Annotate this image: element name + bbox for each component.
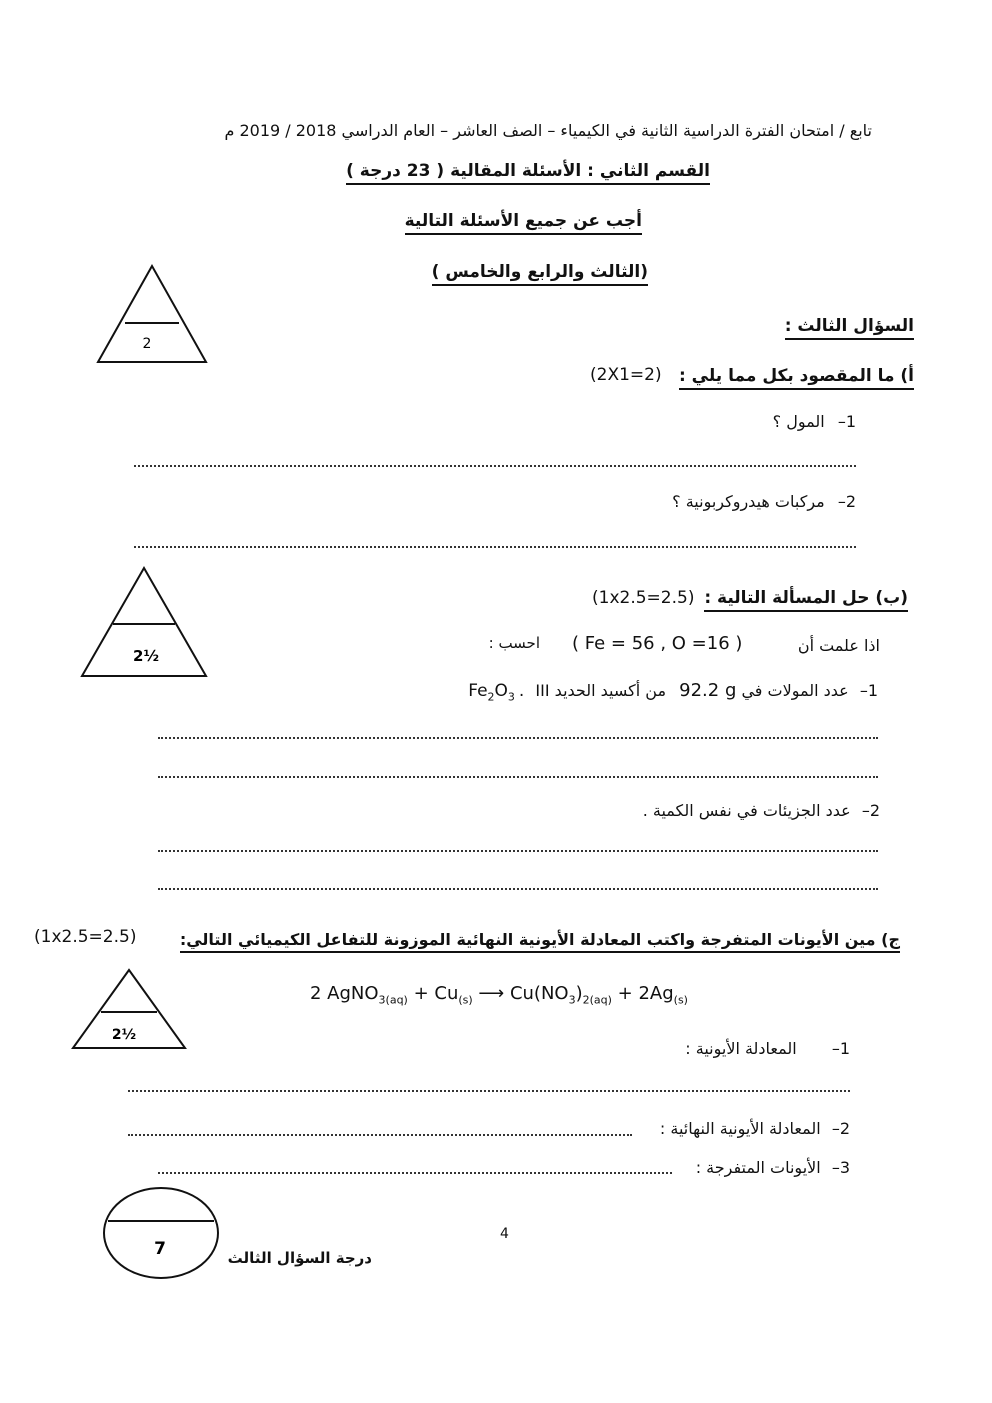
answer-line [158,888,878,890]
part-c-item-1-text: المعادلة الأيونية : [685,1039,797,1058]
part-a-heading: أ) ما المقصود بكل مما يلي : [679,366,914,390]
answer-line [158,850,878,852]
questions-list: (الثالث والرابع والخامس ) [432,262,648,286]
score-triangle-a [92,262,212,366]
part-a-item-1 [773,412,856,431]
part-b-item-1-mass: 92.2 g [679,680,737,701]
part-c-marks: (1x2.5=2.5) [34,927,137,947]
formula-sub-3: 3 [507,690,515,704]
part-b-marks: (1x2.5=2.5) [592,588,695,608]
part-b-item-1-text: عدد المولات في [741,681,849,700]
formula-fe: Fe [468,681,488,701]
part-c-item-1-num: 1– [831,1039,850,1058]
formula-end: . [518,681,525,701]
part-b-item-2 [643,801,880,820]
part-b-item-1-num: 1– [859,681,878,700]
eq-sub-2: (s) [458,993,473,1007]
part-c-item-3-num: 3– [831,1158,850,1177]
part-b-calc-label: احسب : [488,634,540,652]
part-b-item-1-suffix: من أكسيد الحديد III [535,681,667,700]
chemical-equation [310,983,688,1007]
score-triangle-c [68,966,190,1052]
eq-sub-3: 3 [568,993,576,1007]
question3-title: السؤال الثالث : [785,316,914,340]
eq-part-4: ) [575,983,583,1004]
part-c-item-3 [696,1158,850,1177]
part-a-item-2-text: مركبات هيدروكربونية ؟ [672,492,825,511]
eq-sub-1: 3(aq) [378,993,408,1007]
score-a-value: 2 [142,336,152,352]
answer-line [128,1090,850,1092]
part-b-item-2-num: 2– [861,801,880,820]
formula-o: O [494,681,508,701]
total-score-value: 7 [154,1239,166,1259]
part-a-item-1-num: 1– [837,412,856,431]
answer-line [134,546,856,548]
part-b-heading [704,588,908,608]
total-score-label: درجة السؤال الثالث [227,1249,372,1267]
score-c-value: 2½ [111,1027,137,1043]
part-b-given-values: ( Fe = 56 , O =16 ) [572,633,743,654]
part-a-item-1-text: المول ؟ [772,412,825,431]
part-a-item-2 [672,492,856,511]
part-a-item-2-num: 2– [837,492,856,511]
score-triangle-b [76,564,212,682]
part-b-heading-text: (ب) حل المسألة التالية : [704,588,908,612]
part-c-heading [180,930,900,949]
part-c-item-2-text: المعادلة الأيونية النهائية : [659,1119,821,1138]
eq-part-3: ⟶ Cu(NO [472,983,569,1004]
iron-oxide-formula [468,681,525,704]
score-b-value: 2½ [133,647,159,665]
answer-line [134,465,856,467]
instruction-text: أجب عن جميع الأسئلة التالية [405,211,642,235]
part-b-item-2-text: عدد الجزيئات في نفس الكمية . [642,801,851,820]
section-title: القسم الثاني : الأسئلة المقالية ( 23 درجة ) [346,161,710,185]
answer-line [158,1172,672,1174]
answer-line [128,1134,632,1136]
page-number: 4 [500,1226,509,1242]
eq-part-2: + Cu [407,983,459,1004]
part-c-item-3-text: الأيونات المتفرجة : [695,1158,821,1177]
part-c-item-2-num: 2– [831,1119,850,1138]
answer-line [158,737,878,739]
eq-part-1: 2 AgNO [310,983,379,1004]
part-c-item-1 [685,1039,850,1058]
answer-line [158,776,878,778]
formula-sub-2: 2 [487,690,495,704]
eq-sub-4: 2(aq) [582,993,612,1007]
exam-header-line: تابع / امتحان الفترة الدراسية الثانية في الكيمياء – الصف العاشر – العام الدراسي 2018 / 2019 م [224,121,872,140]
part-b-item-1 [468,680,878,703]
part-c-item-2 [660,1119,850,1138]
total-score-circle [100,1184,222,1282]
part-a-marks: (2X1=2) [590,365,662,385]
part-b-given-prefix: اذا علمت أن [797,636,880,655]
part-c-heading-text: ج) مين الأيونات المتفرجة واكتب المعادلة الأيونية النهائية الموزونة للتفاعل الكيميائي التالي: [180,930,900,953]
eq-sub-5: (s) [673,993,688,1007]
eq-part-5: + 2Ag [611,983,674,1004]
